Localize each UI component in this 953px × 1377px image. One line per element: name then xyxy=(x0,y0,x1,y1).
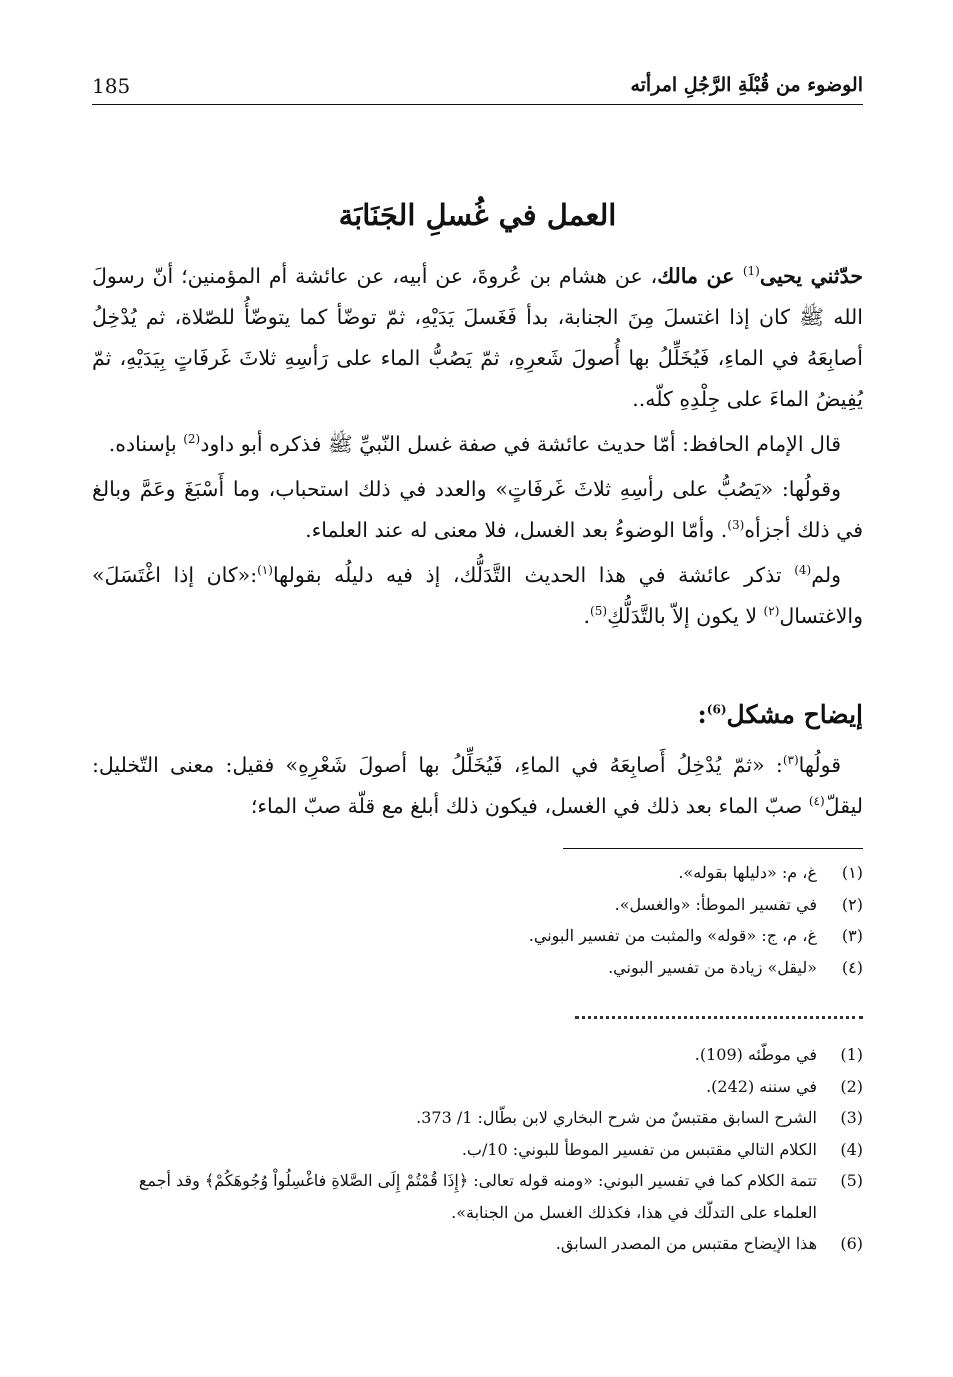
paragraph-hadith xyxy=(92,256,863,420)
footnote-ref: (4) xyxy=(794,563,812,578)
footnote-item xyxy=(92,889,863,921)
commentary-text: ولم xyxy=(811,563,841,587)
footnote-text: «ليقل» زيادة من تفسير البوني. xyxy=(608,957,817,977)
section-text xyxy=(92,745,863,827)
footnote-item xyxy=(92,1134,863,1166)
footnote-item xyxy=(92,952,863,984)
footnote-item xyxy=(92,920,863,952)
paragraph-commentary xyxy=(92,555,863,637)
running-head: الوضوء من قُبْلَةِ الرَّجُلِ امرأته xyxy=(630,74,863,96)
footnote-text: في موطّئه (109). xyxy=(694,1045,817,1064)
footnote-ref: (٢) xyxy=(763,604,780,619)
footnote-text: تتمة الكلام كما في تفسير البوني: «ومنه قوله تعالى: ﴿إِذَا قُمْتُمْ إِلَى الصَّلاةِ فاغْسِلُواْ وُجُوهَكُمْ﴾ وقد أجمع العلماء على التدلّك في هذا، فكذلك الغسل من الجنابة». xyxy=(138,1171,817,1222)
footnote-text: في تفسير الموطأ: «والغسل». xyxy=(614,894,817,914)
commentary-text-end: . xyxy=(583,604,591,628)
footnote-text: في سننه (242). xyxy=(706,1076,817,1096)
footnote-separator xyxy=(563,848,863,849)
commentary-text: لا يكون إلاّ بالتَّدَلُّكِ xyxy=(607,604,764,628)
header-rule xyxy=(92,104,863,105)
explanation-text: صبّ الماء بعد ذلك في الغسل، فيكون ذلك أبلغ مع قلّة صبّ الماء؛ xyxy=(250,794,809,818)
commentary-text: قال الإمام الحافظ: أمّا حديث عائشة في صفة غسل النّبيِّ ﷺ فذكره أبو داود xyxy=(200,432,841,456)
footnote-ref: (٤) xyxy=(808,794,825,809)
footnote-item xyxy=(92,1102,863,1134)
footnote-item xyxy=(92,1071,863,1103)
footnote-number: (1) xyxy=(840,1045,863,1064)
narrator-lead: حدّثني يحيى xyxy=(759,264,863,288)
commentary-text: وقولُها: «يَصُبُّ على رأسِهِ ثلاثَ غَرفَاتٍ» والعدد في ذلك استحباب، وما أَسْبَغَ وعَمَّ وبالغ في ذلك أجزأه xyxy=(92,477,863,542)
footnote-number: (2) xyxy=(840,1076,863,1096)
footnote-text: غ، م: «دليلها بقوله». xyxy=(678,863,817,882)
explanation-text: : «ثمّ يُدْخِلُ أَصابِعَهُ في الماءِ، فَيُخَلِّلُ بها أصولَ شَعْرِهِ» فقيل: معنى التّخليل: ليقلّ xyxy=(92,753,863,818)
footnote-ref: (1) xyxy=(742,264,760,279)
footnote-number: (٢) xyxy=(841,894,863,914)
paragraph-commentary xyxy=(92,424,863,465)
footnote-item xyxy=(92,857,863,889)
footnote-text: غ، م، ج: «قوله» والمثبت من تفسير البوني. xyxy=(528,926,817,945)
footnote-ref: (١) xyxy=(257,563,273,578)
footnote-ref: (2) xyxy=(183,432,201,447)
footnote-ref: (6) xyxy=(706,702,727,717)
page-number: 185 xyxy=(92,74,131,98)
footnote-number: (3) xyxy=(840,1108,863,1127)
main-text xyxy=(92,256,863,641)
footnote-number: (٣) xyxy=(841,926,863,945)
commentary-text-end: . وأمّا الوضوءُ بعد الغسل، فلا معنى له عند العلماء. xyxy=(305,518,728,542)
page-header xyxy=(92,72,863,102)
paragraph-explanation xyxy=(92,745,863,827)
chapter-title: العمل في غُسلِ الجَنَابَة xyxy=(338,198,617,232)
section-heading-text: إيضاح مشكل xyxy=(726,700,863,729)
paragraph-commentary xyxy=(92,469,863,551)
explanation-text: قولُها xyxy=(798,753,841,777)
commentary-text: :«كان إذا اغْتَسَلَ» والاغتسال xyxy=(92,563,863,628)
footnote-number: (6) xyxy=(840,1234,863,1253)
footnote-ref: (3) xyxy=(727,518,745,533)
footnote-number: (١) xyxy=(841,863,863,882)
section-heading-colon: : xyxy=(697,700,707,729)
section-heading xyxy=(92,700,863,729)
footnotes-sources xyxy=(92,1039,863,1260)
footnote-item xyxy=(92,1039,863,1071)
commentary-text: تذكر عائشة في هذا الحديث التَّدَلُّك، إذ فيه دليلُه بقولها xyxy=(272,563,795,587)
footnotes-variants xyxy=(92,857,863,983)
footnote-number: (٤) xyxy=(841,957,863,977)
footnote-ref: (5) xyxy=(590,604,608,619)
commentary-text-end: بإسناده. xyxy=(108,432,184,456)
footnote-ref: (٣) xyxy=(782,753,799,768)
footnote-item xyxy=(92,1228,863,1260)
footnote-text: الشرح السابق مقتبسٌ من شرح البخاري لابن بطّال: 1/ 373. xyxy=(416,1108,817,1127)
hadith-text: ، عن هشام بن عُروةَ، عن أبيه، عن عائشة أم المؤمنين؛ أنّ رسولَ الله ﷺ كان إذا اغتسلَ مِنَ الجنابة، بدأ فَغَسلَ يَدَيْهِ، ثمّ توضّأ كما يتوضّأُ للصّلاة، ثم يُدْخِلُ أصابِعَهُ في الماءِ، فَيُخَلِّلُ بها أُصولَ شَعرِهِ، ثمّ يَصُبُّ الماء على رَأسِهِ ثلاثَ غَرفَاتٍ بِيَدَيْهِ، ثمّ يُفِيضُ الماءَ على جِلْدِهِ كلّه.. xyxy=(92,264,863,411)
footnote-number: (4) xyxy=(840,1139,863,1159)
footnote-text: الكلام التالي مقتبس من تفسير الموطأ للبوني: 10/ب. xyxy=(461,1139,817,1159)
footnote-dotted-separator xyxy=(575,1016,863,1019)
footnote-number: (5) xyxy=(840,1171,863,1190)
footnote-text: هذا الإيضاح مقتبس من المصدر السابق. xyxy=(555,1234,817,1253)
narrator-lead-2: عن مالك xyxy=(657,264,743,288)
footnote-item xyxy=(92,1165,863,1228)
